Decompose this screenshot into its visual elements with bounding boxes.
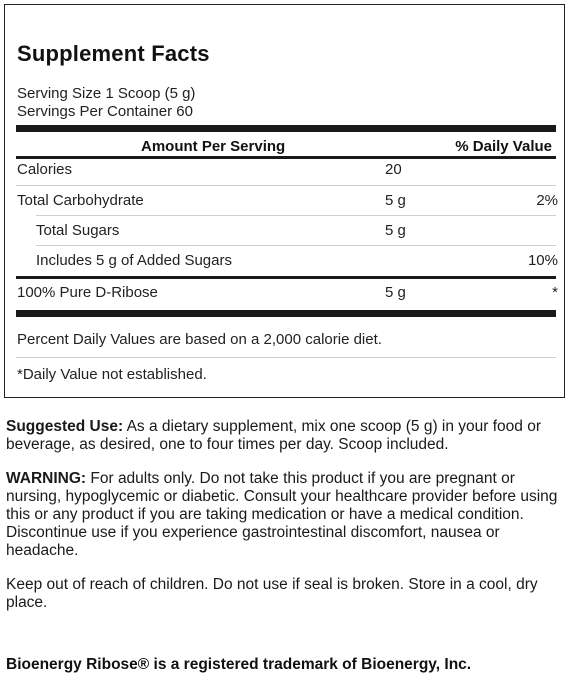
warning-paragraph xyxy=(6,470,564,560)
servings-per-container: Servings Per Container 60 xyxy=(17,103,193,120)
daily-value-header: % Daily Value xyxy=(455,138,552,155)
suggested-use-label: Suggested Use: xyxy=(6,418,124,435)
row-daily-value: 10% xyxy=(527,252,558,269)
amount-per-serving-header: Amount Per Serving xyxy=(141,138,286,155)
warning-label: WARNING: xyxy=(6,470,87,487)
row-name: 100% Pure D-Ribose xyxy=(17,284,158,301)
serving-size: Serving Size 1 Scoop (5 g) xyxy=(17,85,196,102)
row-amount: 5 g xyxy=(385,222,406,239)
facts-row-d-ribose xyxy=(5,278,566,308)
trademark-notice: Bioenergy Ribose® is a registered trademark of Bioenergy, Inc. xyxy=(6,656,472,673)
facts-row-calories xyxy=(5,155,566,185)
warning-text: For adults only. Do not take this product if you are pregnant or nursing, hypoglycemic or diabetic. Consult your healthcare provider before using this or any product if you are taking medication or have a medical condition. Discontinue use if you experience gastrointestinal discomfort, nausea or headache. xyxy=(6,470,558,559)
footer-divider-bar xyxy=(16,310,556,317)
row-amount: 20 xyxy=(385,161,402,178)
facts-row-total-sugars xyxy=(5,216,566,246)
row-name: Includes 5 g of Added Sugars xyxy=(36,252,232,269)
daily-value-not-established-note: *Daily Value not established. xyxy=(17,366,207,383)
row-daily-value: 2% xyxy=(536,192,558,209)
percent-daily-value-note: Percent Daily Values are based on a 2,000 calorie diet. xyxy=(17,331,382,348)
facts-row-added-sugars xyxy=(5,246,566,276)
footnote-divider xyxy=(16,357,556,358)
header-divider-bar xyxy=(16,125,556,132)
suggested-use-text: As a dietary supplement, mix one scoop (5 g) in your food or beverage, as desired, one to four times per day. Scoop included. xyxy=(6,418,541,453)
suggested-use-paragraph xyxy=(6,418,564,454)
facts-title: Supplement Facts xyxy=(17,41,210,66)
row-daily-value: * xyxy=(552,284,558,301)
row-amount: 5 g xyxy=(385,284,406,301)
storage-paragraph: Keep out of reach of children. Do not use if seal is broken. Store in a cool, dry place. xyxy=(6,576,538,611)
row-name: Total Sugars xyxy=(36,222,120,239)
row-amount: 5 g xyxy=(385,192,406,209)
row-name: Total Carbohydrate xyxy=(17,192,144,209)
supplement-facts-panel xyxy=(4,4,565,398)
row-name: Calories xyxy=(17,161,73,178)
facts-row-total-carbohydrate xyxy=(5,186,566,216)
